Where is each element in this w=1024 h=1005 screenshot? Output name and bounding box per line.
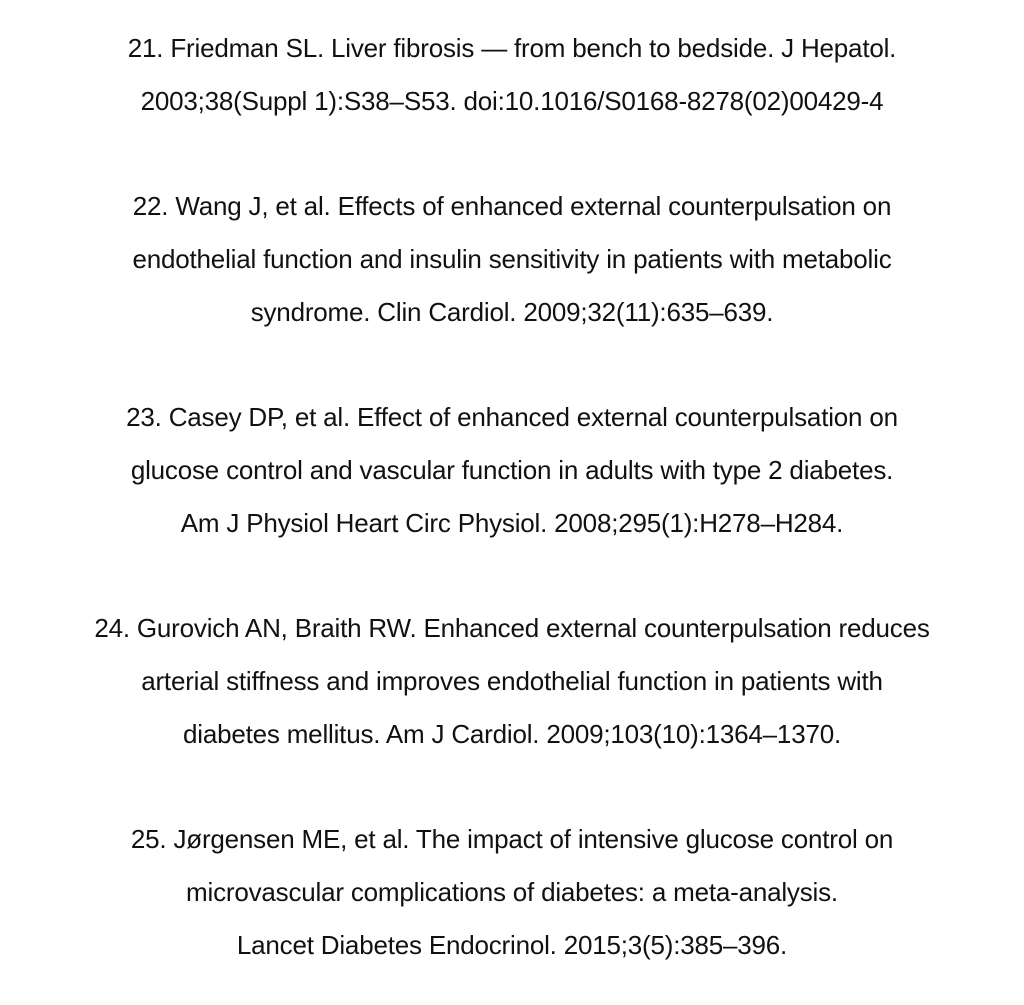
reference-22 xyxy=(0,180,1024,339)
reference-line: glucose control and vascular function in adults with type 2 diabetes. xyxy=(130,455,894,485)
reference-line: Lancet Diabetes Endocrinol. 2015;3(5):385–396. xyxy=(236,930,788,960)
reference-23 xyxy=(0,391,1024,550)
reference-line: Am J Physiol Heart Circ Physiol. 2008;295(1):H278–H284. xyxy=(180,508,844,538)
reference-21 xyxy=(0,22,1024,128)
reference-line: microvascular complications of diabetes: a meta-analysis. xyxy=(186,877,838,907)
reference-line: 2003;38(Suppl 1):S38–S53. doi:10.1016/S0168-8278(02)00429-4 xyxy=(140,86,884,116)
reference-line: arterial stiffness and improves endothelial function in patients with xyxy=(141,666,883,696)
reference-24 xyxy=(0,602,1024,761)
reference-line: syndrome. Clin Cardiol. 2009;32(11):635–639. xyxy=(250,297,774,327)
reference-line: endothelial function and insulin sensitivity in patients with metabolic xyxy=(132,244,892,274)
reference-line: 22. Wang J, et al. Effects of enhanced external counterpulsation on xyxy=(132,191,892,221)
reference-line: 23. Casey DP, et al. Effect of enhanced external counterpulsation on xyxy=(126,402,898,432)
reference-25 xyxy=(0,813,1024,972)
reference-line: 24. Gurovich AN, Braith RW. Enhanced external counterpulsation reduces xyxy=(94,613,930,643)
reference-line: diabetes mellitus. Am J Cardiol. 2009;103(10):1364–1370. xyxy=(183,719,841,749)
reference-line: 25. Jørgensen ME, et al. The impact of intensive glucose control on xyxy=(130,824,894,854)
reference-line: 21. Friedman SL. Liver fibrosis — from bench to bedside. J Hepatol. xyxy=(127,33,897,63)
